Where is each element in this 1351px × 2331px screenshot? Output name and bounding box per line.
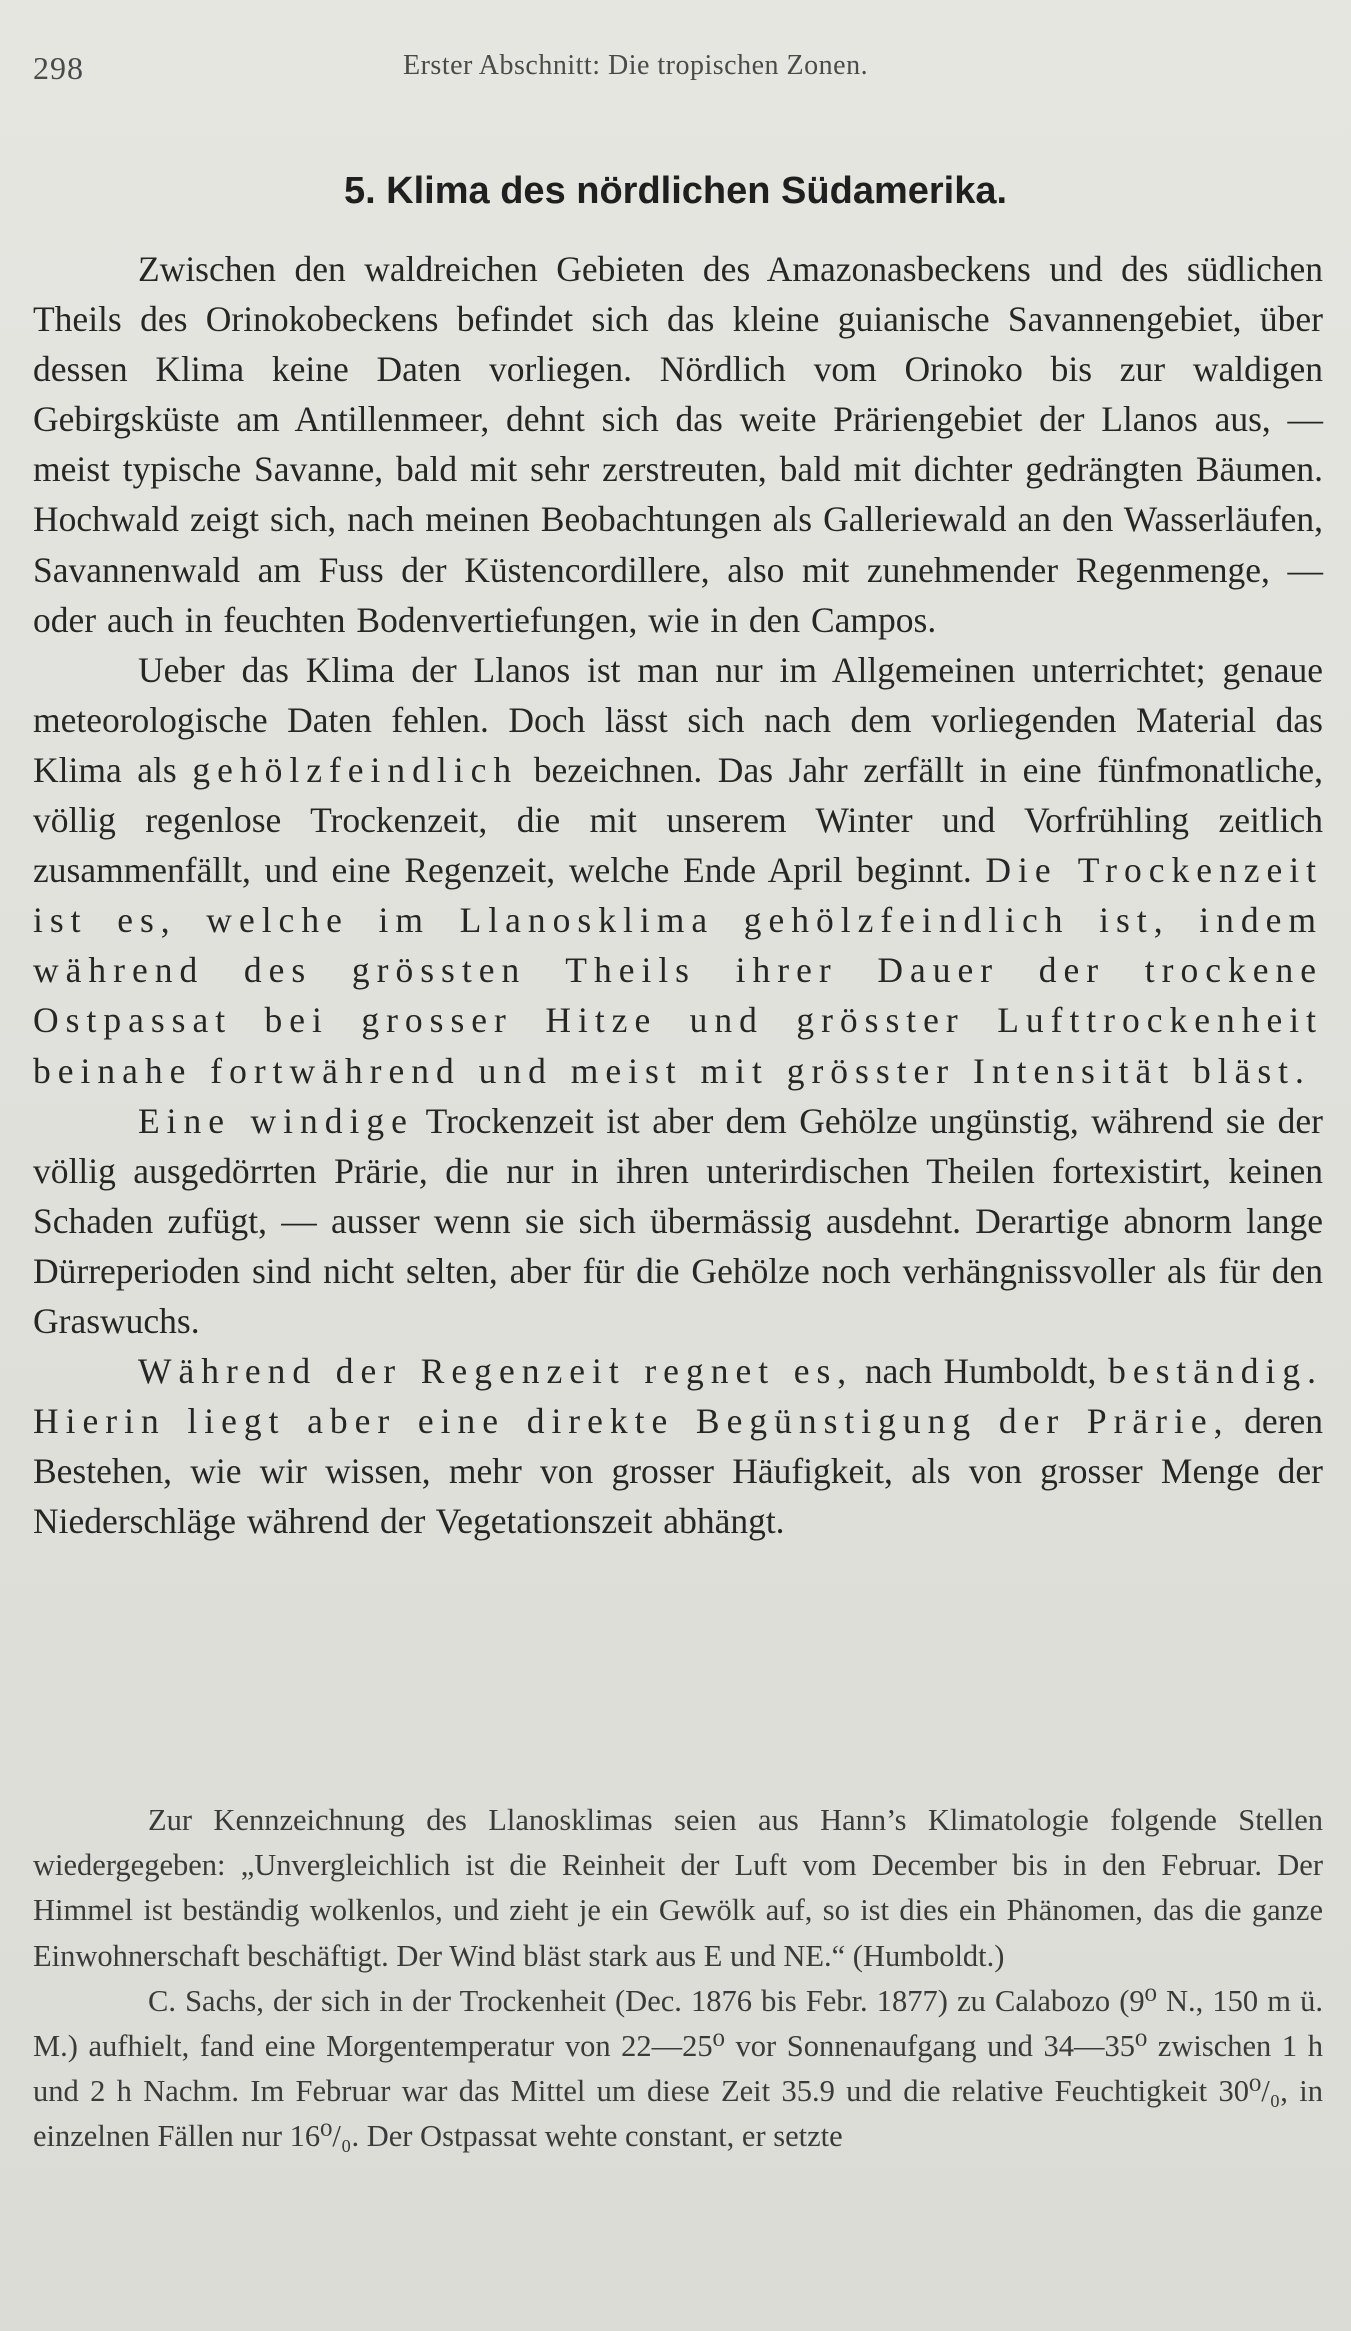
small-paragraph-1: Zur Kennzeichnung des Llanosklimas seien aus Hann’s Klimatologie folgende Stellen wiedergegeben: „Unvergleichlich ist die Reinheit der Luft vom December bis in den Februar. Der Himmel ist beständig wolkenlos, und zieht je ein Gewölk auf, so ist dies ein Phänomen, das die ganze Einwohnerschaft beschäftigt. Der Wind bläst stark aus E und NE.“ (Humboldt.): [33, 1803, 1323, 1973]
quotation-block: [33, 1798, 1323, 2160]
emphasis-gehoelzfeindlich: gehölzfeindlich: [192, 749, 519, 790]
page-number: 298: [33, 50, 84, 86]
section-title: 5. Klima des nördlichen Südamerika.: [343, 170, 1008, 212]
running-title: Erster Abschnitt: Die tropischen Zonen.: [403, 50, 869, 81]
emphasis-windige: Eine windige: [138, 1100, 414, 1141]
paragraph-2-part-c: bezeichnen. Das Jahr zerfällt in eine fünfmonatliche, völlig regenlose Trockenzeit, die mit unserem Winter und Vorfrühling zeitlich zusammenfällt, und eine Regenzeit, welche Ende April beginnt.: [33, 749, 1324, 891]
emphasis-trockenzeit: Die Trockenzeit ist es, welche im Llanosklima gehölzfeindlich ist, indem während des grössten Theils ihrer Dauer der trockene Ostpassat bei grosser Hitze und grösster Lufttrockenheit beinahe fortwährend und meist mit grösster Intensität bläst.: [33, 850, 1323, 1091]
paragraph-2: [33, 645, 1323, 1096]
paragraph-3-part-b: Trockenzeit ist aber dem Gehölze ungünstig, während sie der völlig ausgedörrten Prärie, die nur in ihren unterirdischen Theilen fortexistirt, keinen Schaden zufügt, — ausser wenn sie sich übermässig ausdehnt. Derartige abnorm lange Dürreperioden sind nicht selten, aber für die Gehölze noch verhängnissvoller als für den Graswuchs.: [33, 1100, 1323, 1341]
paragraph-4-part-d: deren Bestehen, wie wir wissen, mehr von grosser Häufigkeit, als von grosser Menge der Niederschläge während der Vegetationszeit abhängt.: [33, 1401, 1323, 1542]
paragraph-3: [33, 1096, 1323, 1346]
emphasis-regenzeit: Während der Regenzeit regnet es,: [138, 1351, 854, 1392]
small-paragraph-2: C. Sachs, der sich in der Trockenheit (Dec. 1876 bis Febr. 1877) zu Calabozo (9⁰ N., 150 m ü. M.) aufhielt, fand eine Morgentemperatur von 22—25⁰ vor Sonnenaufgang und 34—35⁰ zwischen 1 h und 2 h Nachm. Im Februar war das Mittel um diese Zeit 35.9 und die relative Feuchtigkeit 30⁰/₀, in einzelnen Fällen nur 16⁰/₀. Der Ostpassat wehte constant, er setzte: [33, 1983, 1323, 2154]
paragraph-2-part-a: Ueber das Klima der Llanos ist man nur im Allgemeinen unterrichtet; genaue meteorologische Daten fehlen. Doch lässt sich nach dem vorliegenden Material das Klima als: [33, 649, 1323, 790]
paragraph-4-part-b: nach Humboldt,: [853, 1351, 1109, 1392]
paragraph-4: [33, 1346, 1323, 1546]
running-head: [33, 40, 1323, 86]
emphasis-beguenstigung: beständig. Hierin liegt aber eine direkte Begünstigung der Prärie,: [33, 1351, 1323, 1442]
paragraph-1: Zwischen den waldreichen Gebieten des Amazonasbeckens und des südlichen Theils des Orinokobeckens befindet sich das kleine guianische Savannengebiet, über dessen Klima keine Daten vorliegen. Nördlich vom Orinoko bis zur waldigen Gebirgsküste am Antillenmeer, dehnt sich das weite Präriengebiet der Llanos aus, — meist typische Savanne, bald mit sehr zerstreuten, bald mit dichter gedrängten Bäumen. Hochwald zeigt sich, nach meinen Beobachtungen als Galleriewald an den Wasserläufen, Savannenwald am Fuss der Küstencordillere, also mit zunehmender Regenmenge, — oder auch in feuchten Bodenvertiefungen, wie in den Campos.: [33, 249, 1323, 640]
main-text: [33, 244, 1323, 1546]
